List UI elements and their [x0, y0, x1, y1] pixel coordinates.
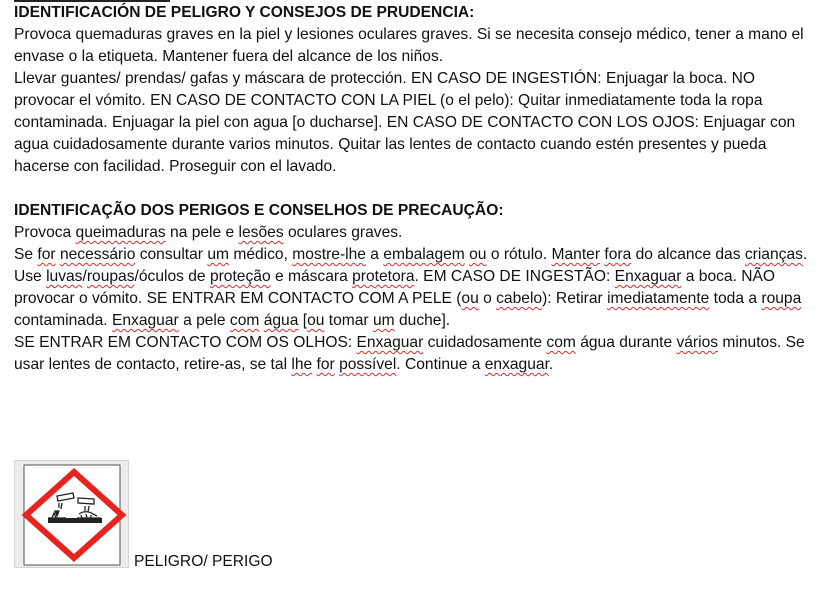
signal-word: PELIGRO/ PERIGO — [134, 553, 273, 570]
spellcheck-word: possível — [339, 356, 397, 373]
spellcheck-word: queimaduras — [75, 224, 166, 241]
paragraph-pt-2: Se for necessário consultar um médico, mostre-lhe a embalagem ou o rótulo. Manter fora do alcance das crianças. Use luvas/roupas/óculos de proteção e máscara protetora. EM CASO DE INGESTÃO: Enxaguar a boca. NÃO provocar o vómito. SE ENTRAR EM CONTACTO COM A PELE (ou o cabelo): Retirar imediatamente toda a roupa contaminada. Enxaguar a pele com água [ou tomar um duche]. — [14, 246, 808, 329]
spellcheck-word: luvas — [46, 268, 83, 285]
spellcheck-word: ou — [461, 290, 479, 307]
paragraph-gap — [14, 178, 814, 200]
spellcheck-word: com — [546, 334, 576, 351]
spellcheck-word: um — [372, 312, 395, 329]
spellcheck-word: Manter — [551, 246, 601, 263]
spellcheck-word: Enxaguar — [111, 312, 179, 329]
paragraph-pt-1: Provoca queimaduras na pele e lesões oculares graves. — [14, 224, 403, 241]
spellcheck-word: água — [263, 312, 299, 329]
spellcheck-word: ou — [307, 312, 325, 329]
spellcheck-word: necessário — [59, 246, 136, 263]
spellcheck-word: vários — [676, 334, 719, 351]
spellcheck-word: protetora — [352, 268, 415, 285]
section-pt — [14, 200, 814, 376]
section-es — [14, 2, 814, 178]
spellcheck-word: ou — [469, 246, 487, 263]
spellcheck-word: um — [207, 246, 229, 263]
spellcheck-word: roupas — [86, 268, 135, 285]
spellcheck-word: fora — [604, 246, 632, 263]
section-title-pt: IDENTIFICAÇÃO DOS PERIGOS E CONSELHOS DE PRECAUÇÃO: — [14, 202, 504, 219]
spellcheck-word: for — [37, 246, 56, 263]
spellcheck-word: crianças — [744, 246, 803, 263]
spellcheck-word: lhe — [291, 356, 313, 373]
spellcheck-word: embalagem — [383, 246, 465, 263]
spellcheck-word: mostre-lhe — [292, 246, 366, 263]
spellcheck-word: roupa — [761, 290, 802, 307]
spellcheck-word: com — [229, 312, 260, 329]
corrosion-pictogram — [14, 460, 129, 568]
spellcheck-word: lesões — [238, 224, 284, 241]
document-body — [14, 2, 814, 376]
paragraph-es-1: Provoca quemaduras graves en la piel y lesiones oculares graves. Si se necesita consejo médico, tener a mano el envase o la etiqueta. Mantener fuera del alcance de los niños. — [14, 26, 804, 65]
paragraph-pt-3: SE ENTRAR EM CONTACTO COM OS OLHOS: Enxaguar cuidadosamente com água durante vários minutos. Se usar lentes de contacto, retire-as, se tal lhe for possível. Continue a enxaguar. — [14, 334, 805, 373]
corrosion-icon — [15, 461, 130, 569]
spellcheck-word: enxaguar — [484, 356, 549, 373]
spellcheck-word: Enxaguar — [356, 334, 424, 351]
spellcheck-word: proteção — [209, 268, 271, 285]
spellcheck-word: for — [316, 356, 335, 373]
spellcheck-word: imediatamente — [607, 290, 710, 307]
section-title-es: IDENTIFICACIÓN DE PELIGRO Y CONSEJOS DE PRUDENCIA: — [14, 4, 475, 21]
spellcheck-word: cabelo — [496, 290, 543, 307]
paragraph-es-2: Llevar guantes/ prendas/ gafas y máscara de protección. EN CASO DE INGESTIÓN: Enjuagar la boca. NO provocar el vómito. EN CASO DE CONTACTO CON LA PIEL (o el pelo): Quitar inmediatamente toda la ropa contaminada. Enjuagar la piel con agua [o ducharse]. EN CASO DE CONTACTO CON LOS OJOS: Enjuagar con agua cuidadosamente durante varios minutos. Quitar las lentes de contacto cuando estén presentes y pueda hacerse con facilidad. Proseguir con el lavado. — [14, 70, 796, 175]
spellcheck-word: Enxaguar — [614, 268, 682, 285]
